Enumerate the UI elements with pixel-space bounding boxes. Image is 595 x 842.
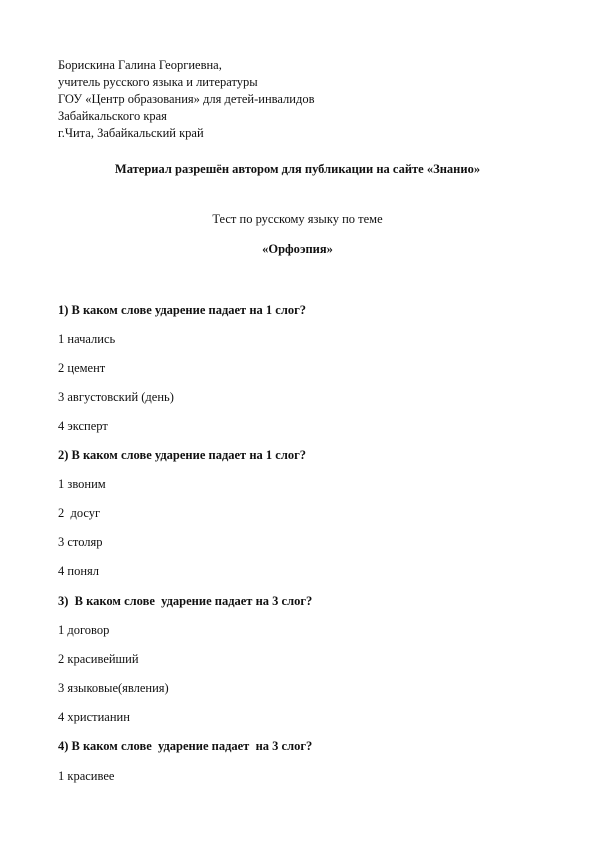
- author-city: г.Чита, Забайкальский край: [58, 126, 204, 140]
- q1-option-2: 2 цемент: [58, 361, 106, 375]
- author-name: Борискина Галина Георгиевна,: [58, 58, 222, 72]
- test-topic: «Орфоэпия»: [262, 242, 333, 256]
- question-2: 2) В каком слове ударение падает на 1 слог?: [58, 448, 307, 462]
- q2-option-1: 1 звоним: [58, 477, 106, 491]
- q2-option-2: 2 досуг: [58, 506, 101, 520]
- question-1: 1) В каком слове ударение падает на 1 слог?: [58, 303, 307, 317]
- question-4: 4) В каком слове ударение падает на 3 слог?: [58, 739, 313, 753]
- q2-option-4: 4 понял: [58, 564, 99, 578]
- q4-option-1: 1 красивее: [58, 769, 115, 783]
- q1-option-3: 3 августовский (день): [58, 390, 174, 404]
- q1-option-1: 1 начались: [58, 332, 116, 346]
- author-org-line2: Забайкальского края: [58, 109, 167, 123]
- q3-option-2: 2 красивейший: [58, 652, 139, 666]
- permission-note: Материал разрешён автором для публикации на сайте «Знанио»: [114, 162, 481, 176]
- author-position: учитель русского языка и литературы: [58, 75, 258, 89]
- q1-option-4: 4 эксперт: [58, 419, 108, 433]
- question-3: 3) В каком слове ударение падает на 3 слог?: [58, 594, 313, 608]
- q3-option-3: 3 языковые(явления): [58, 681, 169, 695]
- q3-option-1: 1 договор: [58, 623, 110, 637]
- author-org-line1: ГОУ «Центр образования» для детей-инвалидов: [58, 92, 315, 106]
- q3-option-4: 4 христианин: [58, 710, 130, 724]
- test-title: Тест по русскому языку по теме: [212, 212, 383, 226]
- q2-option-3: 3 столяр: [58, 535, 103, 549]
